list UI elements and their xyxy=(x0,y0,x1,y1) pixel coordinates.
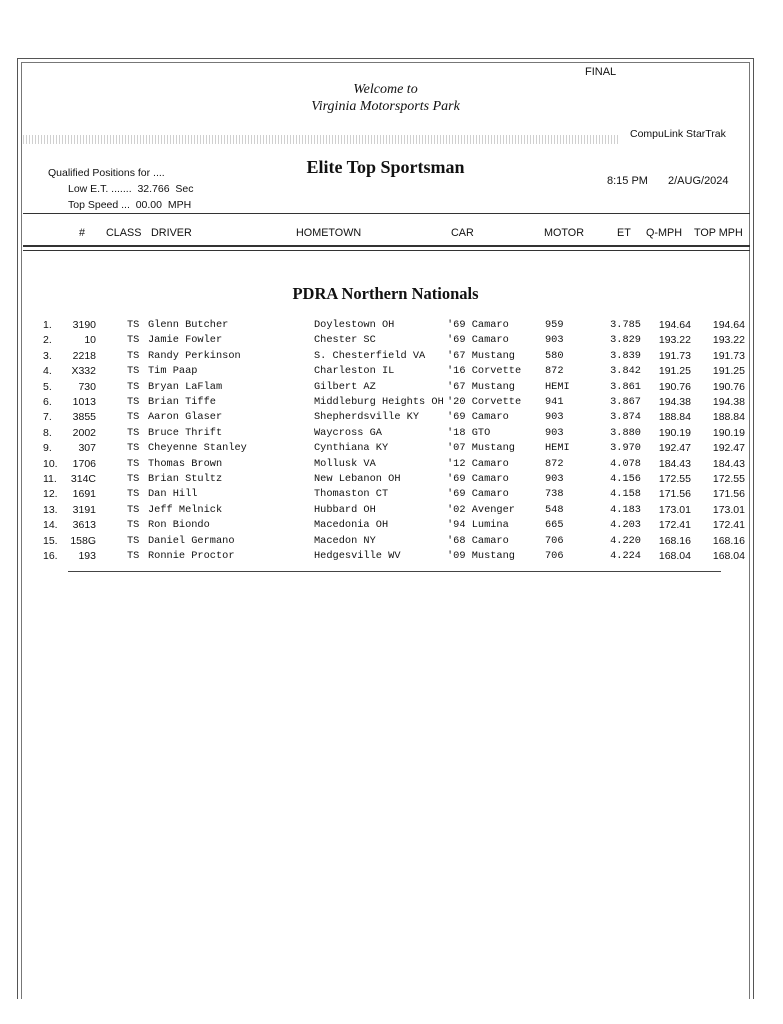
qualifying-mph: 172.55 xyxy=(658,473,691,485)
driver-name: Brian Tiffe xyxy=(148,396,216,408)
table-row xyxy=(18,519,753,534)
qualifying-mph: 194.64 xyxy=(658,319,691,331)
qualifying-mph: 192.47 xyxy=(658,442,691,455)
row-pos: 16. xyxy=(43,550,58,562)
car-model: '67 Mustang xyxy=(447,380,515,393)
elapsed-time: 4.220 xyxy=(610,534,641,547)
dotted-divider xyxy=(23,135,620,144)
car-number: 3191 xyxy=(72,503,96,516)
elapsed-time: 4.078 xyxy=(610,457,641,470)
col-header-et: ET xyxy=(617,227,631,239)
car-number: X332 xyxy=(71,365,96,378)
hometown: Macedonia OH xyxy=(314,519,389,532)
car-number: 730 xyxy=(78,380,96,393)
car-model: '12 Camaro xyxy=(447,457,509,470)
car-number: 3855 xyxy=(72,411,96,424)
table-row xyxy=(18,411,753,426)
hometown: Chester SC xyxy=(314,334,376,347)
row-pos: 14. xyxy=(43,519,58,532)
motor: 706 xyxy=(545,534,564,547)
col-header-hometown: HOMETOWN xyxy=(296,227,362,239)
col-header-driver: DRIVER xyxy=(151,227,192,239)
row-pos: 4. xyxy=(43,365,52,378)
class-code: TS xyxy=(127,550,140,562)
top-mph: 184.43 xyxy=(712,457,745,470)
row-pos: 12. xyxy=(43,488,58,501)
top-mph: 191.25 xyxy=(712,365,745,378)
row-pos: 9. xyxy=(43,442,52,455)
qualifying-mph: 191.25 xyxy=(658,365,691,378)
car-number: 1706 xyxy=(72,457,96,470)
table-row xyxy=(18,473,753,488)
event-name: PDRA Northern Nationals xyxy=(292,284,479,303)
top-mph: 168.04 xyxy=(712,550,745,562)
driver-name: Glenn Butcher xyxy=(148,319,229,331)
motor: 706 xyxy=(545,550,564,562)
class-code: TS xyxy=(127,380,140,393)
col-header-topmph: TOP MPH xyxy=(694,227,743,239)
qualifying-mph: 194.38 xyxy=(658,396,691,408)
elapsed-time: 4.156 xyxy=(610,473,641,485)
motor: 903 xyxy=(545,334,564,347)
motor: 548 xyxy=(545,503,564,516)
driver-name: Jeff Melnick xyxy=(148,503,223,516)
table-row xyxy=(18,365,753,380)
elapsed-time: 4.203 xyxy=(610,519,641,532)
top-mph: 194.64 xyxy=(712,319,745,331)
col-header-car: CAR xyxy=(451,227,474,239)
qualifying-mph: 168.16 xyxy=(658,534,691,547)
car-model: '20 Corvette xyxy=(447,396,522,408)
hometown: Hubbard OH xyxy=(314,503,376,516)
qualifying-mph: 193.22 xyxy=(658,334,691,347)
class-code: TS xyxy=(127,349,140,362)
car-model: '69 Camaro xyxy=(447,319,509,331)
row-pos: 5. xyxy=(43,380,52,393)
top-mph: 168.16 xyxy=(712,534,745,547)
status-label: FINAL xyxy=(585,66,617,78)
report-time: 8:15 PM xyxy=(607,175,648,187)
motor: 903 xyxy=(545,411,564,424)
car-model: '07 Mustang xyxy=(447,442,515,455)
hometown: Gilbert AZ xyxy=(314,380,376,393)
col-header-class: CLASS xyxy=(106,227,142,239)
car-number: 158G xyxy=(70,534,96,547)
col-header-qmph: Q-MPH xyxy=(646,227,682,239)
car-model: '69 Camaro xyxy=(447,334,509,347)
elapsed-time: 4.224 xyxy=(610,550,641,562)
car-model: '69 Camaro xyxy=(447,488,509,501)
driver-name: Tim Paap xyxy=(148,365,198,378)
driver-name: Jamie Fowler xyxy=(148,334,223,347)
header-rule-thin xyxy=(23,250,750,251)
welcome-header xyxy=(18,81,753,115)
qualifying-mph: 188.84 xyxy=(658,411,691,424)
qualifying-mph: 190.76 xyxy=(658,380,691,393)
driver-name: Ron Biondo xyxy=(148,519,210,532)
elapsed-time: 3.829 xyxy=(610,334,641,347)
car-number: 3613 xyxy=(72,519,96,532)
motor: 941 xyxy=(545,396,564,408)
motor: HEMI xyxy=(545,380,570,393)
elapsed-time: 3.861 xyxy=(610,380,641,393)
motor: 872 xyxy=(545,365,564,378)
elapsed-time: 3.970 xyxy=(610,442,641,455)
motor: 903 xyxy=(545,473,564,485)
table-row xyxy=(18,504,753,519)
driver-name: Aaron Glaser xyxy=(148,411,223,424)
row-pos: 13. xyxy=(43,503,58,516)
motor: 959 xyxy=(545,319,564,331)
elapsed-time: 4.158 xyxy=(610,488,641,501)
elapsed-time: 3.880 xyxy=(610,426,641,439)
qualifying-mph: 168.04 xyxy=(658,550,691,562)
report-date: 2/AUG/2024 xyxy=(668,175,729,187)
motor: 872 xyxy=(545,457,564,470)
row-pos: 1. xyxy=(43,319,52,331)
row-pos: 2. xyxy=(43,334,52,347)
elapsed-time: 3.839 xyxy=(610,349,641,362)
row-pos: 15. xyxy=(43,534,58,547)
hometown: S. Chesterfield VA xyxy=(314,349,426,362)
top-mph: 173.01 xyxy=(712,503,745,516)
hometown: Middleburg Heights OH xyxy=(314,396,444,408)
car-number: 2218 xyxy=(72,349,96,362)
col-header-motor: MOTOR xyxy=(544,227,584,239)
top-mph: 192.47 xyxy=(712,442,745,455)
car-number: 1013 xyxy=(72,396,96,408)
hometown: Hedgesville WV xyxy=(314,550,401,562)
driver-name: Cheyenne Stanley xyxy=(148,442,247,455)
car-model: '16 Corvette xyxy=(447,365,522,378)
top-mph: 172.41 xyxy=(712,519,745,532)
class-code: TS xyxy=(127,411,140,424)
hometown: Shepherdsville KY xyxy=(314,411,420,424)
class-code: TS xyxy=(127,534,140,547)
car-model: '67 Mustang xyxy=(447,349,515,362)
qualifying-mph: 171.56 xyxy=(658,488,691,501)
track-name: Virginia Motorsports Park xyxy=(311,99,460,114)
low-et: Low E.T. ....... 32.766 Sec xyxy=(68,183,194,195)
header-rule-thick xyxy=(23,245,750,247)
top-mph: 172.55 xyxy=(712,473,745,485)
qualifying-mph: 190.19 xyxy=(658,426,691,439)
elapsed-time: 3.867 xyxy=(610,396,641,408)
row-pos: 3. xyxy=(43,349,52,362)
driver-name: Ronnie Proctor xyxy=(148,550,235,562)
car-number: 307 xyxy=(78,442,96,455)
elapsed-time: 3.874 xyxy=(610,411,641,424)
car-number: 2002 xyxy=(72,426,96,439)
row-pos: 10. xyxy=(43,457,58,470)
class-title: Elite Top Sportsman xyxy=(306,157,465,177)
class-code: TS xyxy=(127,503,140,516)
table-row xyxy=(18,396,753,411)
table-row xyxy=(18,381,753,396)
welcome-line: Welcome to xyxy=(353,82,418,97)
motor: 738 xyxy=(545,488,564,501)
motor: 580 xyxy=(545,349,564,362)
driver-name: Randy Perkinson xyxy=(148,349,241,362)
table-row xyxy=(18,458,753,473)
car-number: 3190 xyxy=(72,319,96,331)
top-speed: Top Speed ... 00.00 MPH xyxy=(68,199,192,211)
car-number: 193 xyxy=(78,550,96,562)
class-code: TS xyxy=(127,319,140,331)
table-end-rule xyxy=(68,571,721,572)
class-code: TS xyxy=(127,519,140,532)
driver-name: Thomas Brown xyxy=(148,457,223,470)
elapsed-time: 3.785 xyxy=(610,319,641,331)
driver-name: Dan Hill xyxy=(148,488,198,501)
top-mph: 190.76 xyxy=(712,380,745,393)
car-model: '18 GTO xyxy=(447,426,491,439)
table-row xyxy=(18,488,753,503)
hometown: Charleston IL xyxy=(314,365,395,378)
class-code: TS xyxy=(127,488,140,501)
hometown: Macedon NY xyxy=(314,534,376,547)
motor: HEMI xyxy=(545,442,570,455)
car-model: '68 Camaro xyxy=(447,534,509,547)
top-mph: 194.38 xyxy=(712,396,745,408)
top-mph: 188.84 xyxy=(712,411,745,424)
header-rule xyxy=(23,213,750,214)
motor: 903 xyxy=(545,426,564,439)
hometown: New Lebanon OH xyxy=(314,473,401,485)
top-mph: 171.56 xyxy=(712,488,745,501)
table-row xyxy=(18,427,753,442)
elapsed-time: 3.842 xyxy=(610,365,641,378)
driver-name: Bruce Thrift xyxy=(148,426,223,439)
class-code: TS xyxy=(127,426,140,439)
top-mph: 191.73 xyxy=(712,349,745,362)
class-code: TS xyxy=(127,396,140,408)
car-model: '09 Mustang xyxy=(447,550,515,562)
hometown: Doylestown OH xyxy=(314,319,395,331)
driver-name: Daniel Germano xyxy=(148,534,235,547)
hometown: Mollusk VA xyxy=(314,457,376,470)
top-mph: 190.19 xyxy=(712,426,745,439)
qualifying-mph: 172.41 xyxy=(658,519,691,532)
results-sheet xyxy=(17,58,754,999)
table-row xyxy=(18,550,753,565)
hometown: Waycross GA xyxy=(314,426,382,439)
driver-name: Brian Stultz xyxy=(148,473,223,485)
car-model: '69 Camaro xyxy=(447,411,509,424)
class-code: TS xyxy=(127,442,140,455)
table-row xyxy=(18,350,753,365)
car-model: '69 Camaro xyxy=(447,473,509,485)
col-header-num: # xyxy=(79,227,86,239)
row-pos: 7. xyxy=(43,411,52,424)
car-number: 1691 xyxy=(72,488,96,501)
qualified-heading: Qualified Positions for .... xyxy=(48,167,165,179)
table-row xyxy=(18,334,753,349)
driver-name: Bryan LaFlam xyxy=(148,380,223,393)
qualifying-mph: 191.73 xyxy=(658,349,691,362)
class-code: TS xyxy=(127,334,140,347)
car-number: 10 xyxy=(84,334,96,347)
class-code: TS xyxy=(127,473,140,485)
elapsed-time: 4.183 xyxy=(610,503,641,516)
qualifying-mph: 173.01 xyxy=(658,503,691,516)
car-number: 314C xyxy=(70,473,96,485)
table-row xyxy=(18,442,753,457)
table-row xyxy=(18,535,753,550)
table-row xyxy=(18,319,753,334)
row-pos: 11. xyxy=(43,473,57,485)
class-code: TS xyxy=(127,365,140,378)
brand-label: CompuLink StarTrak xyxy=(630,128,726,140)
car-model: '02 Avenger xyxy=(447,503,515,516)
top-mph: 193.22 xyxy=(712,334,745,347)
class-code: TS xyxy=(127,457,140,470)
motor: 665 xyxy=(545,519,564,532)
hometown: Thomaston CT xyxy=(314,488,389,501)
row-pos: 8. xyxy=(43,426,52,439)
qualifying-mph: 184.43 xyxy=(658,457,691,470)
hometown: Cynthiana KY xyxy=(314,442,389,455)
car-model: '94 Lumina xyxy=(447,519,509,532)
row-pos: 6. xyxy=(43,396,52,408)
